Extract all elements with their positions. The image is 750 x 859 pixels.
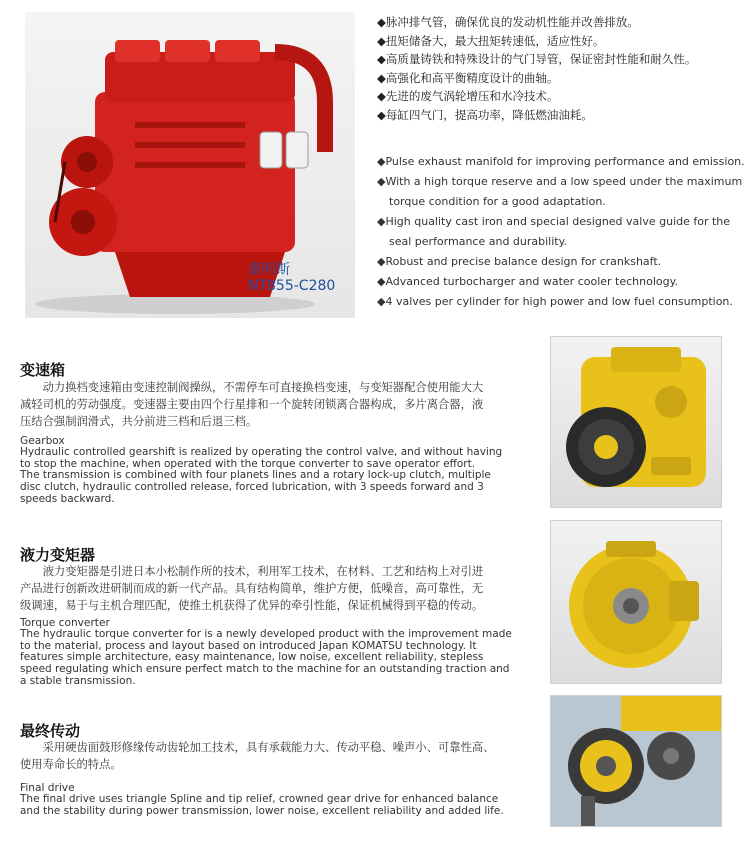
feature-cn-item: ◆扭矩储备大，最大扭矩转速低，适应性好。 (377, 33, 605, 48)
gearbox-photo (550, 336, 722, 508)
engine-caption-model: NT855-C280 (248, 278, 336, 294)
feature-cn-item: ◆每缸四气门，提高功率，降低燃油油耗。 (377, 107, 593, 122)
torque-cn-line: 级调速，易于与主机合理匹配，使推土机获得了优异的牵引性能，保证机械得到平稳的传动。 (20, 599, 484, 612)
gearbox-en-line: The transmission is combined with four planets lines and a rotary lock-up clutch, multiple (20, 469, 491, 482)
torque-converter-photo (550, 520, 722, 684)
engine-caption-cn: 康明斯 (248, 262, 290, 278)
torque-para-cn (20, 563, 530, 614)
torque-en-line: to the material, process and layout based on introduced Japan KOMATSU technology. It (20, 639, 477, 652)
feature-en-item: ◆Pulse exhaust manifold for improving performance and emission. (377, 155, 745, 168)
feature-cn-item: ◆高质量铸铁和特殊设计的气门导管，保证密封性能和耐久性。 (377, 52, 697, 67)
feature-en-item: seal performance and durability. (389, 235, 568, 248)
feature-cn-item: ◆高强化和高平衡精度设计的曲轴。 (377, 70, 559, 85)
final-drive-en-line: and the stability during power transmission, lower noise, excellent reliability and added life. (20, 804, 504, 817)
gearbox-en-line: disc clutch, hydraulic controlled release, forced lubrication, with 3 speeds forward and 3 (20, 481, 484, 494)
gearbox-para-en (20, 447, 530, 506)
final-drive-cn-line: 使用寿命长的特点。 (20, 758, 122, 771)
feature-cn-item: ◆先进的废气涡轮增压和水冷技术。 (377, 89, 559, 104)
final-drive-en-line: The final drive uses triangle Spline and tip relief, crowned gear drive for enhanced balance (20, 793, 499, 805)
torque-converter-illustration (551, 521, 721, 683)
final-drive-title-cn: 最终传动 (20, 722, 81, 740)
feature-en-item: ◆4 valves per cylinder for high power and low fuel consumption. (377, 295, 733, 308)
engine-caption (248, 262, 335, 294)
gearbox-cn-line: 压结合强制润滑式，共分前进三档和后退三档。 (20, 415, 258, 428)
gearbox-title-cn: 变速箱 (20, 361, 66, 379)
torque-en-line: The hydraulic torque converter for is a newly developed product with the improvement made (20, 628, 512, 640)
torque-en-line: a stable transmission. (20, 674, 136, 687)
final-drive-title-en: Final drive (20, 782, 75, 794)
gearbox-cn-line: 动力换档变速箱由变速控制阀操纵，不需停车可直接换档变速，与变矩器配合使用能大大 (20, 381, 484, 394)
gearbox-illustration (551, 337, 721, 507)
feature-en-item: ◆High quality cast iron and special designed valve guide for the (377, 215, 731, 228)
feature-list-en (377, 152, 745, 312)
gearbox-para-cn (20, 379, 530, 430)
torque-en-line: features simple architecture, easy maintenance, low noise, excellent reliability, stepless (20, 651, 484, 664)
torque-cn-line: 产品进行创新改进研制而成的新一代产品。具有结构简单，维护方便，低噪音，高可靠性，无 (20, 582, 484, 595)
gearbox-title-en: Gearbox (20, 435, 65, 447)
gearbox-cn-line: 减轻司机的劳动强度。变速器主要由四个行星排和一个旋转闭锁离合器构成，多片离合器，液 (20, 398, 484, 411)
torque-en-line: speed regulating which ensure perfect match to the machine for an outstanding traction and (20, 663, 510, 676)
gearbox-en-line: to stop the machine, when operated with the torque converter to save operator effort. (20, 457, 476, 470)
feature-en-item: ◆Advanced turbocharger and water cooler technology. (377, 275, 679, 288)
final-drive-para-en (20, 794, 530, 817)
final-drive-photo (550, 695, 722, 827)
gearbox-en-line: speeds backward. (20, 492, 115, 505)
torque-title-en: Torque converter (20, 617, 110, 629)
torque-title-cn: 液力变矩器 (20, 546, 96, 564)
feature-en-item: torque condition for a good adaptation. (389, 195, 606, 208)
final-drive-illustration (551, 696, 721, 826)
feature-en-item: ◆With a high torque reserve and a low speed under the maximum (377, 175, 743, 188)
final-drive-cn-line: 采用硬齿面鼓形修缘传动齿轮加工技术，具有承载能力大、传动平稳、噪声小、可靠性高、 (20, 741, 495, 754)
feature-cn-item: ◆脉冲排气管，确保优良的发动机性能并改善排放。 (377, 15, 639, 29)
final-drive-para-cn (20, 739, 530, 773)
feature-list-cn (377, 13, 742, 125)
torque-cn-line: 液力变矩器是引进日本小松制作所的技术，利用军工技术，在材料、工艺和结构上对引进 (20, 565, 484, 578)
torque-para-en (20, 629, 530, 688)
feature-en-item: ◆Robust and precise balance design for crankshaft. (377, 255, 662, 268)
gearbox-en-line: Hydraulic controlled gearshift is realized by operating the control valve, and without having (20, 446, 503, 458)
